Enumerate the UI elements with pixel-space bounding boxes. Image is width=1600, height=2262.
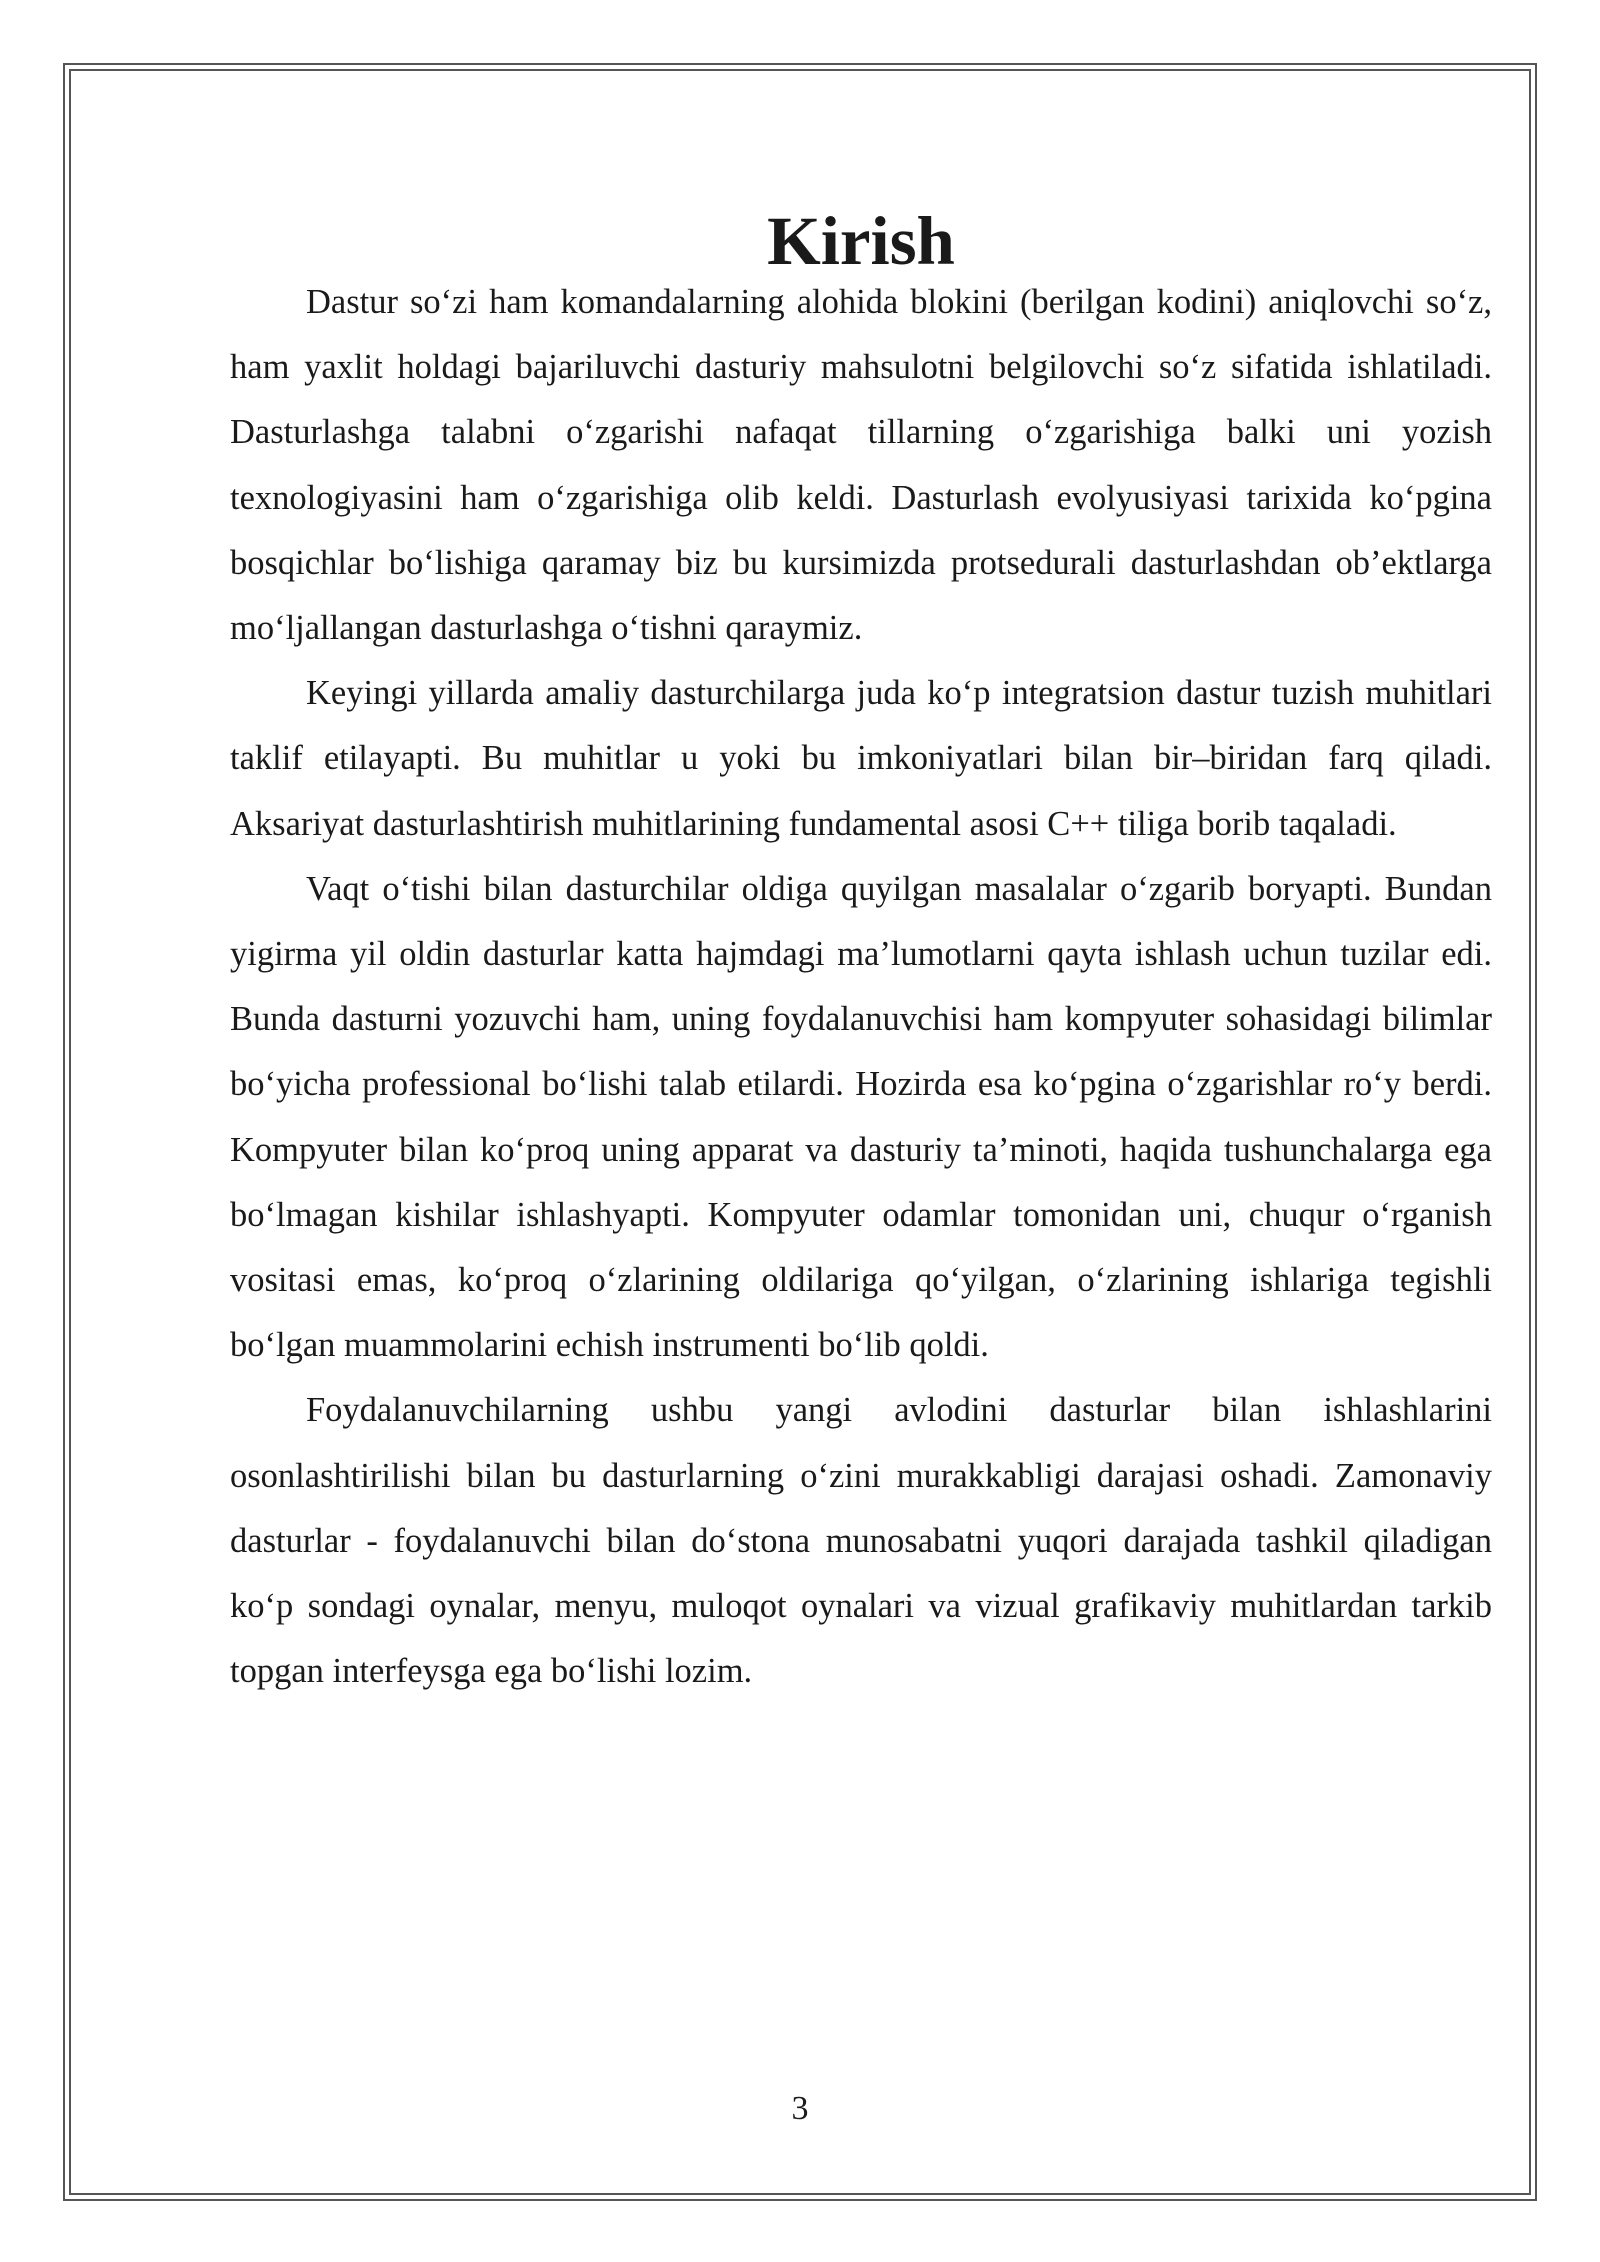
page-number: 3 xyxy=(791,2090,809,2127)
paragraph-2: Keyingi yillarda amaliy dasturchilarga juda ko‘p integratsion dastur tuzish muhitlari taklif etilayapti. Bu muhitlar u yoki bu imkoniyatlari bilan bir–biridan farq qiladi. Aksariyat dasturlashtirish muhitlarining fundamental asosi C++ tiliga borib taqaladi. xyxy=(230,674,1492,843)
page-content xyxy=(230,203,1492,1704)
paragraph-3: Vaqt o‘tishi bilan dasturchilar oldiga quyilgan masalalar o‘zgarib boryapti. Bundan yigirma yil oldin dasturlar katta hajmdagi ma’lumotlarni qayta ishlash uchun tuzilar edi. Bunda dasturni yozuvchi ham, uning foydalanuvchisi ham kompyuter sohasidagi bilimlar bo‘yicha professional bo‘lishi talab etilardi. Hozirda esa ko‘pgina o‘zgarishlar ro‘y berdi. Kompyuter bilan ko‘proq uning apparat va dasturiy ta’minoti, haqida tushunchalarga ega bo‘lmagan kishilar ishlashyapti. Kompyuter odamlar tomonidan uni, chuqur o‘rganish vositasi emas, ko‘proq o‘zlarining oldilariga qo‘yilgan, o‘zlarining ishlariga tegishli bo‘lgan muammolarini echish instrumenti bo‘lib qoldi. xyxy=(230,869,1492,1365)
paragraph-4: Foydalanuvchilarning ushbu yangi avlodini dasturlar bilan ishlashlarini osonlashtirilishi bilan bu dasturlarning o‘zini murakkabligi darajasi oshadi. Zamonaviy dasturlar - foydalanuvchi bilan do‘stona munosabatni yuqori darajada tashkil qiladigan ko‘p sondagi oynalar, menyu, muloqot oynalari va vizual grafikaviy muhitlardan tarkib topgan interfeysga ega bo‘lishi lozim. xyxy=(230,1391,1492,1691)
paragraph-1: Dastur so‘zi ham komandalarning alohida blokini (berilgan kodini) aniqlovchi so‘z, ham yaxlit holdagi bajariluvchi dasturiy mahsulotni belgilovchi so‘z sifatida ishlatiladi. Dasturlashga talabni o‘zgarishi nafaqat tillarning o‘zgarishiga balki uni yozish texnologiyasini ham o‘zgarishiga olib keldi. Dasturlash evolyusiyasi tarixida ko‘pgina bosqichlar bo‘lishiga qaramay biz bu kursimizda protsedurali dasturlashdan ob’ektlarga mo‘ljallangan dasturlashga o‘tishni qaraymiz. xyxy=(230,283,1492,648)
section-title: Kirish xyxy=(767,203,955,279)
